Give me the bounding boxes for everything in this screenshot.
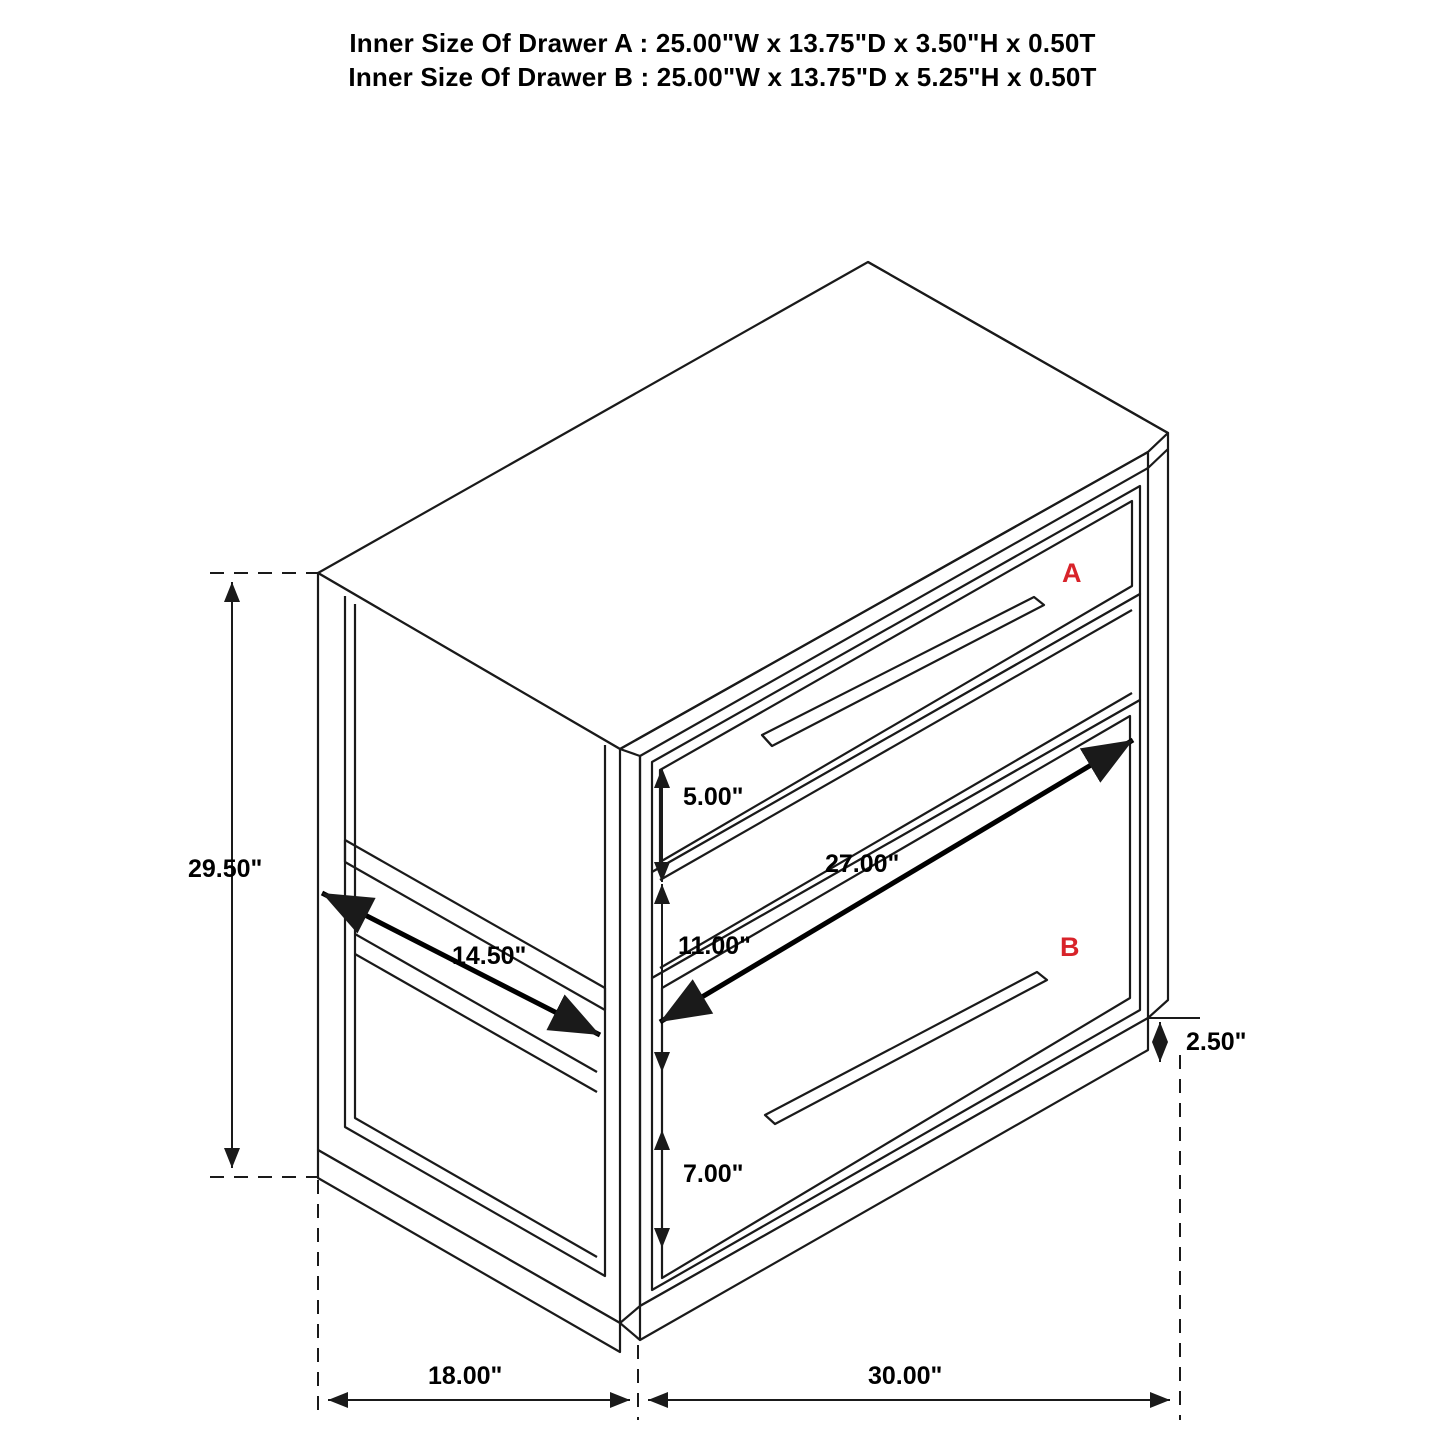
drawer-a-spec: Inner Size Of Drawer A : 25.00"W x 13.75"D x 3.50"H x 0.50T: [349, 28, 1096, 58]
dimension-leg-height: 2.50": [1186, 1028, 1247, 1056]
dimension-opening-a: 5.00": [683, 783, 744, 811]
dimension-width: 30.00": [868, 1362, 943, 1390]
drawer-a-marker: A: [1062, 558, 1082, 588]
drawer-b-spec: Inner Size Of Drawer B : 25.00"W x 13.75"D x 5.25"H x 0.50T: [348, 62, 1097, 92]
dimension-inner-depth: 14.50": [452, 942, 527, 970]
dimension-bottom-drawer: 7.00": [683, 1160, 744, 1188]
dimension-depth: 18.00": [428, 1362, 503, 1390]
dimension-total-height: 29.50": [188, 855, 263, 883]
dimension-opening-b: 11.00": [678, 932, 752, 960]
dimension-inner-width: 27.00": [825, 850, 900, 878]
drawer-b-marker: B: [1060, 932, 1080, 962]
